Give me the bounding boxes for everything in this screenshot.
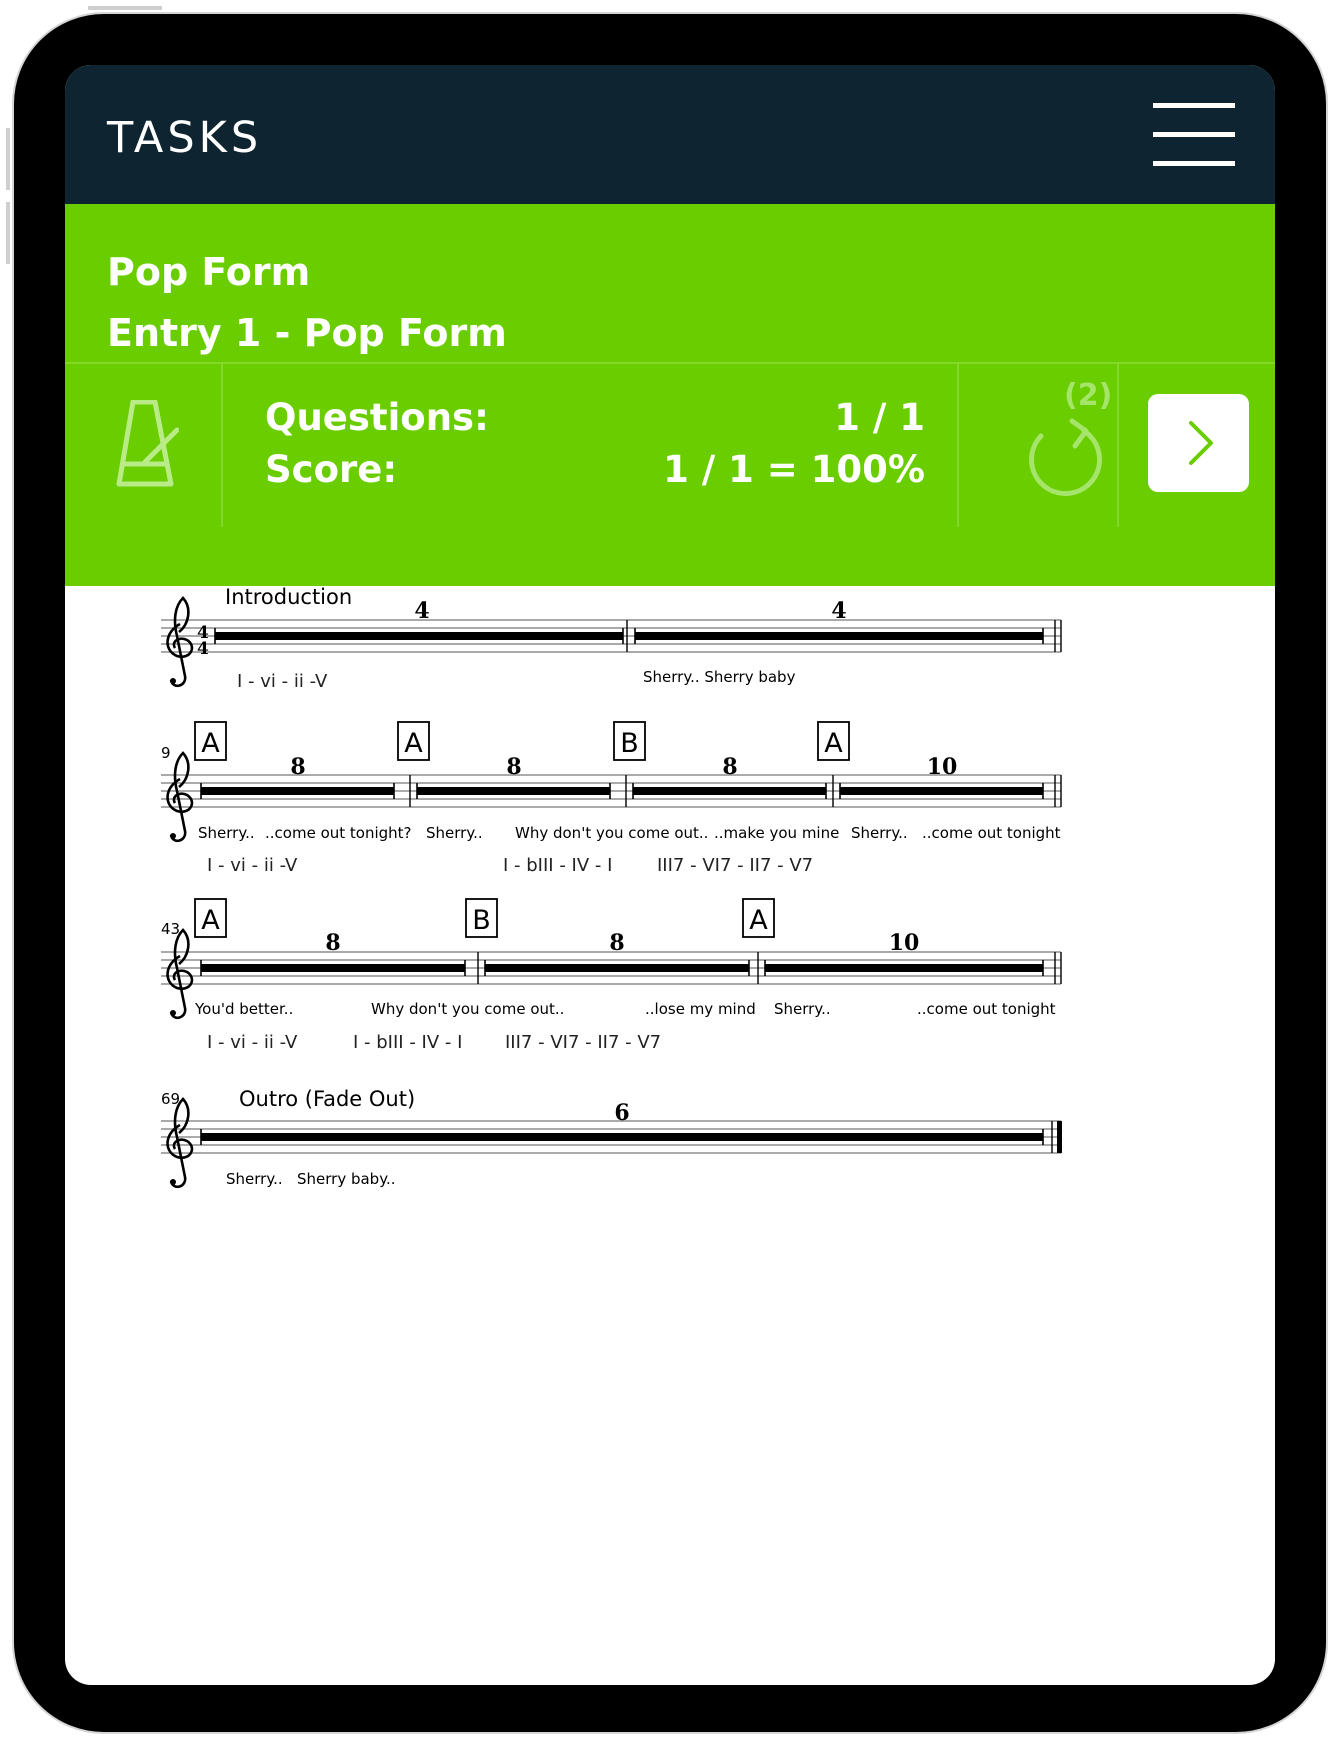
- retry-count: (2): [1064, 378, 1113, 413]
- lyric: Sherry..: [426, 824, 483, 842]
- rehearsal-mark: A: [201, 728, 220, 759]
- rehearsal-mark: A: [749, 905, 768, 936]
- rest-count: 8: [506, 754, 522, 780]
- rehearsal-mark: B: [620, 728, 639, 759]
- top-bar: [65, 65, 1275, 204]
- rehearsal-mark: A: [404, 728, 423, 759]
- lyric: ..come out tonight: [917, 1000, 1056, 1018]
- chord-progression: I - vi - ii -V: [237, 671, 328, 692]
- measure-number: 43: [161, 920, 181, 938]
- stats-row: [65, 362, 1275, 527]
- lyric: ..make you mine: [714, 824, 840, 842]
- measure-number: 69: [161, 1090, 181, 1108]
- tablet-side-button: [88, 6, 162, 10]
- lyric: Sherry baby..: [297, 1170, 396, 1188]
- svg-text:4: 4: [197, 639, 209, 659]
- lyric: ..lose my mind: [645, 1000, 756, 1018]
- chord-progression: I - bIII - IV - I: [503, 855, 613, 876]
- system-3: [161, 899, 1061, 1053]
- page-title: TASKS: [107, 113, 263, 163]
- svg-text:4: 4: [197, 623, 209, 643]
- chord-progression: I - bIII - IV - I: [353, 1032, 463, 1053]
- lyric: Sherry..: [851, 824, 908, 842]
- lyric: Why don't you come out..: [515, 824, 709, 842]
- rest-count: 8: [722, 754, 738, 780]
- measure-number: 9: [161, 744, 171, 762]
- divider: [957, 364, 959, 527]
- lyric: Sherry..: [198, 824, 255, 842]
- rest-count: 8: [290, 754, 306, 780]
- rest-count: 10: [888, 930, 920, 956]
- metronome-icon[interactable]: [115, 400, 179, 488]
- divider: [221, 364, 223, 527]
- system-4: [161, 1087, 1062, 1188]
- lyric: ..come out tonight?: [265, 824, 412, 842]
- rest-count: 6: [614, 1100, 630, 1126]
- section-label: Introduction: [225, 586, 353, 609]
- rehearsal-mark: A: [824, 728, 843, 759]
- rehearsal-mark: A: [201, 905, 220, 936]
- lyric: You'd better..: [195, 1000, 294, 1018]
- chevron-right-icon: [1148, 394, 1249, 492]
- questions-label: Questions:: [265, 396, 489, 439]
- rest-count: 4: [414, 598, 430, 624]
- rest-count: 10: [926, 754, 958, 780]
- questions-value: 1 / 1: [834, 396, 925, 439]
- app-screen: [65, 65, 1275, 1685]
- rest-count: 8: [609, 930, 625, 956]
- rest-count: 4: [831, 598, 847, 624]
- score-value: 1 / 1 = 100%: [663, 448, 925, 491]
- lyric: Why don't you come out..: [371, 1000, 565, 1018]
- section-label: Outro (Fade Out): [239, 1087, 416, 1111]
- system-2: [161, 722, 1061, 876]
- task-header: [65, 204, 1275, 586]
- system-1: [161, 586, 1061, 692]
- chord-progression: I - vi - ii -V: [207, 855, 298, 876]
- next-button[interactable]: [1148, 394, 1249, 492]
- hamburger-menu-icon[interactable]: [1153, 103, 1235, 167]
- rehearsal-mark: B: [472, 905, 491, 936]
- chord-progression: I - vi - ii -V: [207, 1032, 298, 1053]
- entry-title: Entry 1 - Pop Form: [107, 311, 507, 355]
- tablet-volume-button: [6, 128, 10, 190]
- score-label: Score:: [265, 448, 398, 491]
- rest-count: 8: [325, 930, 341, 956]
- lyric: Sherry.. Sherry baby: [643, 668, 796, 686]
- tablet-volume-button: [6, 202, 10, 264]
- chord-progression: III7 - VI7 - II7 - V7: [657, 855, 814, 876]
- lyric: ..come out tonight: [922, 824, 1061, 842]
- lyric: Sherry..: [774, 1000, 831, 1018]
- task-title: Pop Form: [107, 250, 311, 294]
- sheet-music: [65, 586, 1275, 1306]
- chord-progression: III7 - VI7 - II7 - V7: [505, 1032, 662, 1053]
- lyric: Sherry..: [226, 1170, 283, 1188]
